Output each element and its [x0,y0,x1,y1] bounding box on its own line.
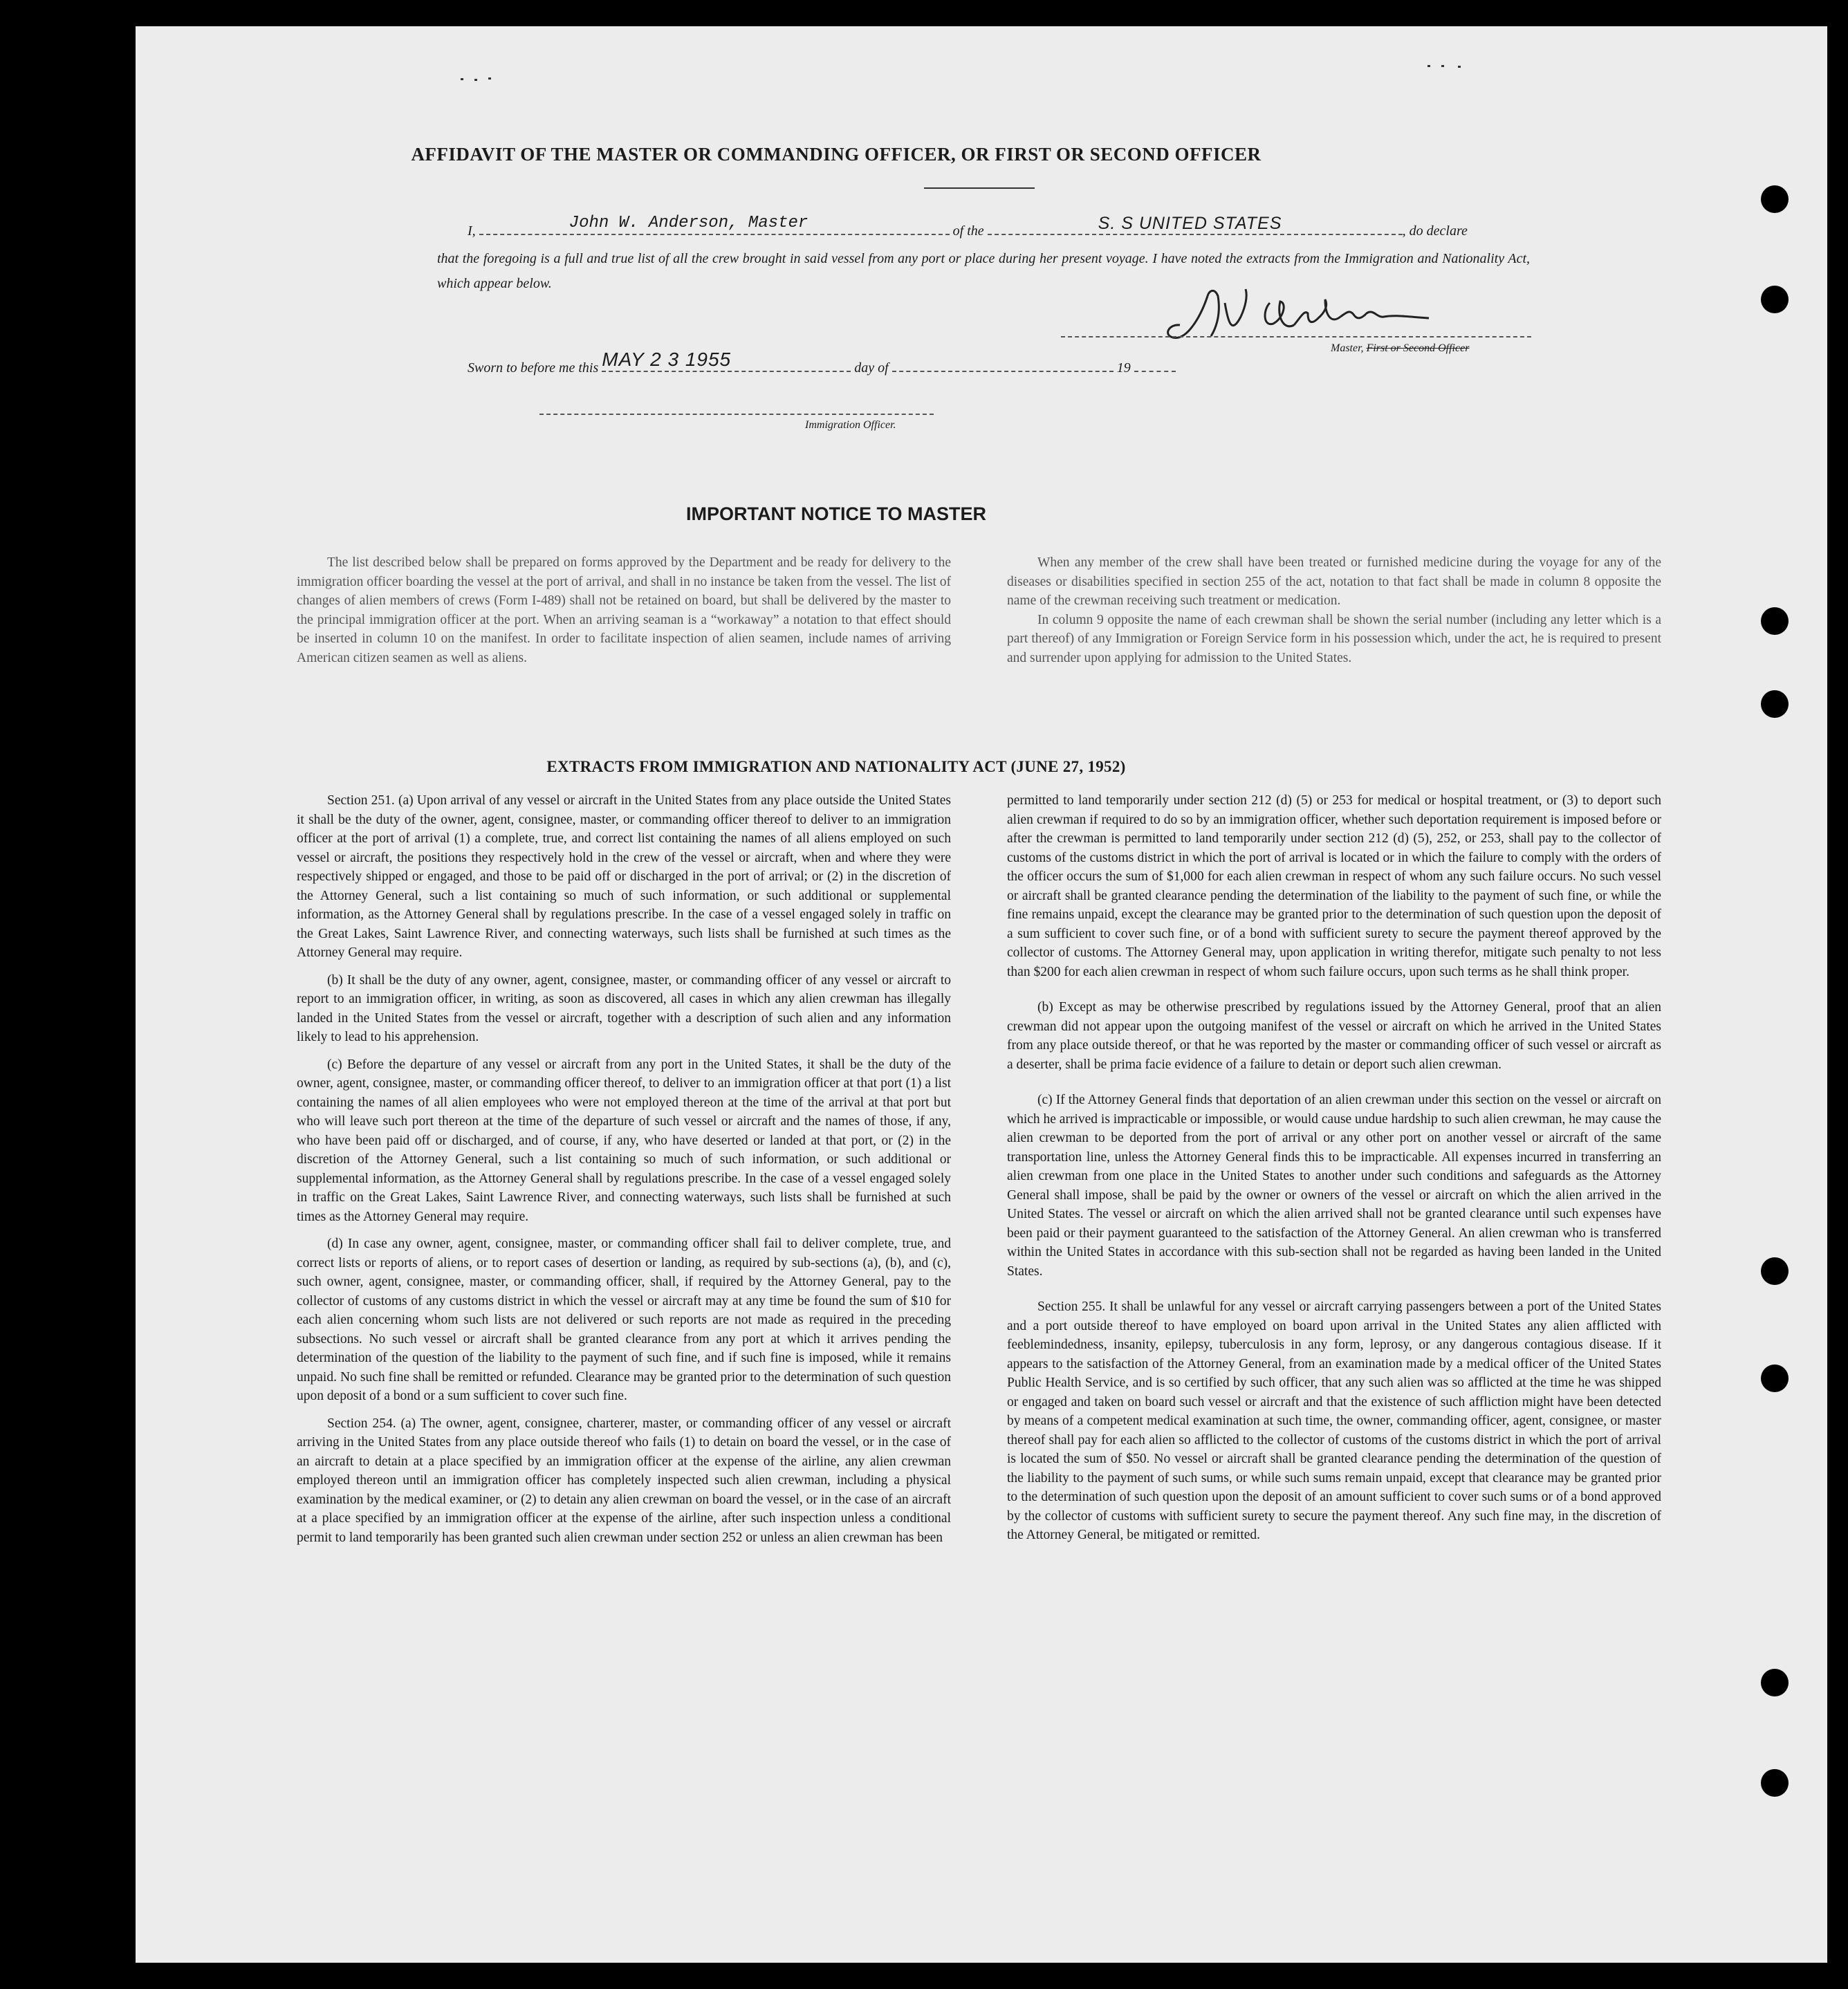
section-254-b: (b) Except as may be otherwise prescribed by regulations issued by the Attorney General, proof that an alien crewman did not appear upon the outgoing manifest of the vessel or aircraft on which he arrived in the United States from any place outside thereof, or that he was reported by the master or commanding officer of such vessel or aircraft as a deserter, shall be prima facie evidence of a failure to detain or deport such alien crewman. [1007,1000,1661,1072]
punch-hole [1761,1669,1789,1696]
section-255: Section 255. It shall be unlawful for any vessel or aircraft carrying passengers between a port of the United States and a port outside thereof to have employed on board upon arrival in the United States any alien afflicted with feeblemindedness, insanity, epilepsy, tuberculosis in any form, leprosy, or any dangerous contagious disease. If it appears to the satisfaction of the Attorney General, from an examination made by a medical officer of the United States Public Health Service, and is so certified by such officer, that any such alien was so afflicted at the time he was shipped or engaged and taken on board such vessel or aircraft and that the existence of such affliction might have been detected by means of a competent medical examination at such time, the owner, commanding officer, agent, consignee, or master thereof shall pay for each alien so afflicted to the collector of customs of the customs district in which the port of arrival is located the sum of $50. No vessel or aircraft shall be granted clearance pending the determination of the question of the liability to the payment of such sums, or while such sums remain unpaid, except that clearance may be granted prior to the determination of such question upon the deposit of an amount sufficient to cover such sums or of a bond approved by the collector of customs with sufficient surety to secure the payment thereof. Any such fine may, in the discretion of the Attorney General, be mitigated or remitted. [1007,1299,1661,1542]
title-divider [924,187,1035,189]
notice-left-paragraph: The list described below shall be prepared on forms approved by the Department and be ready for delivery to the immigration officer boarding the vessel at the port of arrival, and shall in no instance be taken from the vessel. The list of changes of alien members of crews (Form I-489) shall not be retained on board, but shall be delivered by the master to the principal immigration officer at the port. When an arriving seaman is a “workaway” a notation to that effect should be inserted in column 10 on the manifest. In order to facilitate inspection of alien seamen, include names of arriving American citizen seamen as well as aliens. [297,555,951,665]
notice-title: IMPORTANT NOTICE TO MASTER [686,503,986,524]
notice-right-paragraph-1: When any member of the crew shall have been treated or furnished medicine during the voyage for any of the diseases or disabilities specified in section 255 of the act, notation to that fact shall be made in column 8 opposite the name of the crewman receiving such treatment or medication. [1007,555,1661,608]
punch-hole [1761,607,1789,635]
signature-caption [1331,342,1469,355]
i-label: I, [468,223,476,239]
speck-mark [461,78,463,80]
sworn-date-stamp: MAY 2 3 1955 [602,349,732,370]
section-251-b: (b) It shall be the duty of any owner, agent, consignee, master, or commanding officer of any vessel or aircraft to report to an immigration officer, in writing, as soon as discovered, all cases in which any alien crewman has illegally landed in the United States from the vessel or aircraft, together with a description of such alien and any information likely to lead to his apprehension. [297,972,951,1044]
of-the-label: of the [952,223,984,239]
year-field [1134,358,1176,372]
punch-hole [1761,185,1789,213]
section-254-a-continued: permitted to land temporarily under section 212 (d) (5) or 253 for medical or hospital treatment, or (3) to deport such alien crewman if required to do so by an immigration officer, whether such deportation requirement is imposed before or after the crewman is permitted to land temporarily under section 212 (d) (5), 252, or 253, shall pay to the collector of customs of the customs district in which the port of arrival is located or in which the failure to comply with the orders of the officer occurs the sum of $1,000 for each alien crewman in respect of whom any such failure occurs. No such vessel or aircraft shall be granted clearance pending the determination of the liability to the payment of such fine, or while the fine remains unpaid, except the clearance may be granted prior to the determination of such question upon the deposit of a sum sufficient to cover such fine, or of a bond with sufficient surety to secure the payment thereof approved by the collector of customs. The Attorney General may, upon application in writing therefor, mitigate such penalty to not less than $200 for each alien crewman in respect of whom such failure occurs, upon such terms as he shall think proper. [1007,793,1661,979]
section-251-c: (c) Before the departure of any vessel or aircraft from any port in the United States, it shall be the duty of the owner, agent, consignee, master, or commanding officer thereof, to deliver to an immigration officer at that port (1) a list containing the names of all alien employees who were not employed thereon at the time of the arrival at that port but who will leave such port thereon at the time of the departure of such vessel or aircraft and the names of those, if any, who have been paid off or discharged, and of course, if any, who have deserted or landed at that port, or (2) in the discretion of the Attorney General, such a list containing so much of such information, or such additional or supplemental information, as the Attorney General shall by regulations prescribe. In the case of a vessel engaged solely in traffic on the Great Lakes, Saint Lawrence River, and connecting waterways, such lists shall be furnished at such times as the Attorney General may require. [297,1057,951,1224]
section-251-a: Section 251. (a) Upon arrival of any vessel or aircraft in the United States from any place outside the United States it shall be the duty of the owner, agent, consignee, master, or commanding officer thereof to deliver to an immigration officer at the port of arrival (1) a complete, true, and correct list containing the names of all aliens employed on such vessel or aircraft, the positions they respectively hold in the crew of the vessel or aircraft, when and where they were respectively shipped or engaged, and those to be paid off or discharged in the port of arrival; or (2) in the discretion of the Attorney General, such a list containing so much of such information, or such additional or supplemental information, as the Attorney General shall by regulations prescribe. In the case of a vessel engaged solely in traffic on the Great Lakes, Saint Lawrence River, and connecting waterways, such lists shall be furnished at such times as the Attorney General may require. [297,793,951,960]
signature-line [1061,336,1531,337]
extracts-right-column [1007,791,1661,1553]
section-251-d: (d) In case any owner, agent, consignee, master, or commanding officer shall fail to deliver complete, true, and correct lists or reports of aliens, or to report cases of desertion or landing, as required by sub-sections (a), (b), and (c), such owner, agent, consignee, master, or commanding officer, shall, if required by the Attorney General, pay to the collector of customs of any customs district in which the vessel or aircraft may at any time be found the sum of $10 for each alien concerning whom such lists are not delivered or such reports are not made as required in the preceding subsections. No such vessel or aircraft shall be granted clearance from any port at which it arrives pending the determination of the question of the liability to the payment of such fine, and if such fine is imposed, while it remains unpaid. No such fine shall be remitted or refunded. Clearance may be granted prior to the determination of such question upon deposit of a bond or a sum sufficient to cover such fine. [297,1237,951,1403]
vessel-field [988,214,1403,235]
sworn-line [468,349,1176,376]
punch-hole [1761,1364,1789,1392]
notice-left-column [297,553,951,676]
name-field [479,214,950,235]
extracts-left-column [297,791,951,1555]
affidavit-title: AFFIDAVIT OF THE MASTER OR COMMANDING OFFICER, OR FIRST OR SECOND OFFICER [411,144,1262,165]
vessel-typed: S. S UNITED STATES [1098,214,1282,233]
sworn-label: Sworn to before me this [468,360,599,376]
punch-hole [1761,690,1789,718]
speck-mark [1441,65,1444,67]
officer-line [539,414,934,415]
punch-hole [1761,1769,1789,1797]
struck-caption: First or Second Officer [1366,342,1470,354]
name-typed: John W. Anderson, Master [569,214,808,232]
speck-mark [488,77,491,80]
notice-right-column [1007,553,1661,676]
declaration-line [468,214,1468,239]
speck-mark [1427,65,1430,67]
speck-mark [474,79,477,81]
day-of-field [892,358,1114,372]
master-caption: Master, [1331,342,1364,354]
document-page [136,26,1827,1963]
notice-right-paragraph-2: In column 9 opposite the name of each crewman shall be shown the serial number (including any letter which is a part thereof) of any Immigration or Foreign Service form in his possession which, under the act, he is required to present and surrender upon applying for admission to the United States. [1007,612,1661,665]
year-prefix: 19 [1116,360,1131,376]
do-declare-label: , do declare [1402,223,1468,239]
officer-caption: Immigration Officer. [805,419,896,431]
day-of-label: day of [854,360,889,376]
declaration-text: that the foregoing is a full and true list of all the crew brought in said vessel from any port or place during her present voyage. I have noted the extracts from the Immigration and Nationality Act, which appear below. [437,251,1530,291]
punch-hole [1761,286,1789,313]
extracts-title: EXTRACTS FROM IMMIGRATION AND NATIONALITY ACT (JUNE 27, 1952) [546,758,1126,775]
section-254-a: Section 254. (a) The owner, agent, consignee, charterer, master, or commanding officer of any vessel or aircraft arriving in the United States from any place outside thereof who fails (1) to detain on board the vessel, or in the case of an aircraft to detain at a place specified by an immigration officer at the expense of the airline, any alien crewman employed thereon until an immigration officer has completely inspected such alien crewman, including a physical examination by the medical examiner, or (2) to detain any alien crewman on board the vessel, or in the case of an aircraft at a place specified by an immigration officer at the expense of the airline, after such inspection unless a conditional permit to land temporarily has been granted such alien crewman under section 252 or unless an alien crewman has been [297,1416,951,1545]
punch-hole [1761,1257,1789,1285]
master-signature [1159,275,1463,344]
speck-mark [1458,66,1461,68]
section-254-c: (c) If the Attorney General finds that deportation of an alien crewman under this section on the vessel or aircraft on which he arrived is impracticable or impossible, or would cause undue hardship to such alien crewman, he may cause the alien crewman to be deported from the port of arrival or any other port on another vessel or aircraft of the same transportation line, unless the Attorney General finds this to be impracticable. All expenses incurred in transferring an alien crewman from one place in the United States to another under such conditions and safeguards as the Attorney General shall impose, shall be paid by the owner or owners of the vessel or aircraft on which the alien arrived in the United States. The vessel or aircraft on which the alien arrived shall not be granted clearance until such expenses have been paid or their payment guaranteed to the satisfaction of the Attorney General. An alien crewman who is transferred within the United States in accordance with this sub-section shall not be regarded as having been landed in the United States. [1007,1093,1661,1279]
sworn-date-field [602,349,851,372]
